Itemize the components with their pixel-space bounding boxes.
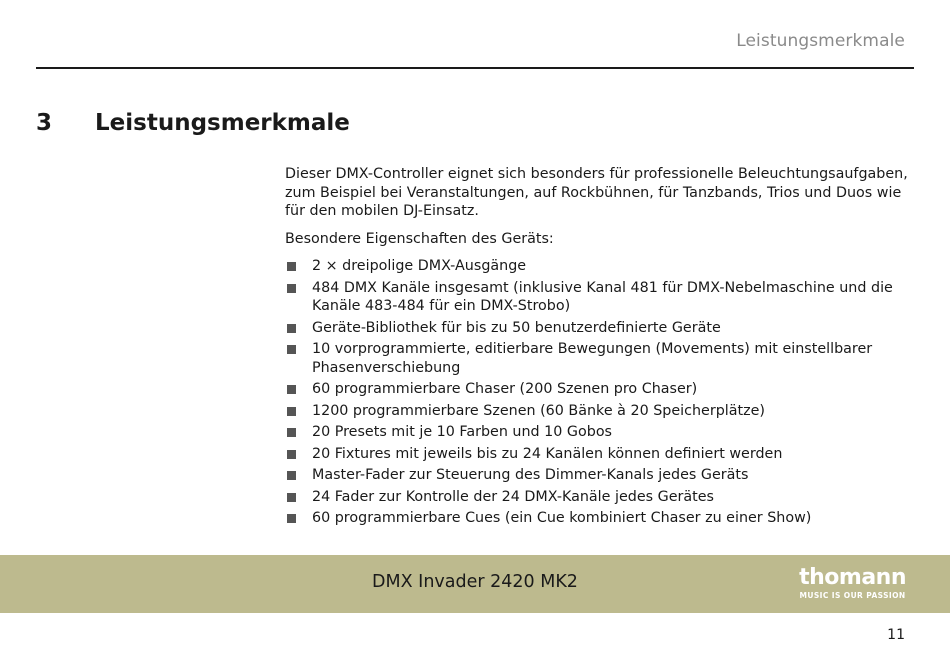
list-item [285, 423, 910, 442]
header-rule [36, 67, 914, 69]
features-intro: Besondere Eigenschaften des Geräts: [285, 230, 554, 247]
brand-name: thomann [799, 565, 906, 590]
list-item [285, 319, 910, 338]
list-item [285, 257, 910, 276]
page-number: 11 [887, 627, 905, 643]
list-item [285, 466, 910, 485]
square-bullet-icon [287, 284, 296, 293]
section-title: Leistungsmerkmale [95, 110, 350, 136]
square-bullet-icon [287, 493, 296, 502]
intro-paragraph: Dieser DMX-Controller eignet sich besonders für professionelle Beleuchtungsaufgaben, zum Beispiel bei Veranstaltungen, auf Rockbühnen, für Tanzbands, Trios und Duos wie für den mobilen DJ-Einsatz. [285, 166, 908, 219]
square-bullet-icon [287, 407, 296, 416]
list-item-text: 60 programmierbare Chaser (200 Szenen pro Chaser) [312, 381, 698, 397]
list-item-text: 1200 programmierbare Szenen (60 Bänke à 20 Speicherplätze) [312, 402, 766, 419]
square-bullet-icon [287, 262, 296, 271]
brand-tagline: MUSIC IS OUR PASSION [799, 591, 906, 600]
list-item-text: 10 vorprogrammierte, editierbare Bewegungen (Movements) mit einstellbarer Phasenverschiebung [312, 341, 873, 376]
list-item-text: 24 Fader zur Kontrolle der 24 DMX-Kanäle jedes Gerätes [312, 488, 714, 505]
list-item [285, 380, 910, 399]
list-item [285, 340, 910, 377]
list-item [285, 279, 910, 316]
brand-logo [799, 567, 906, 600]
square-bullet-icon [287, 345, 296, 354]
list-item [285, 445, 910, 464]
running-header: Leistungsmerkmale [736, 31, 905, 51]
list-item [285, 402, 910, 421]
square-bullet-icon [287, 471, 296, 480]
square-bullet-icon [287, 514, 296, 523]
footer-band [0, 555, 950, 613]
body-text [285, 165, 910, 531]
square-bullet-icon [287, 450, 296, 459]
list-item [285, 509, 910, 528]
list-item-text: 20 Fixtures mit jeweils bis zu 24 Kanälen können definiert werden [312, 445, 783, 462]
list-item-text: 20 Presets mit je 10 Farben und 10 Gobos [312, 424, 613, 440]
list-item-text: 60 programmierbare Cues (ein Cue kombiniert Chaser zu einer Show) [312, 510, 812, 526]
square-bullet-icon [287, 385, 296, 394]
section-number: 3 [36, 110, 53, 136]
feature-list [285, 257, 910, 528]
list-item-text: 2 × dreipolige DMX-Ausgänge [312, 258, 527, 274]
list-item [285, 488, 910, 507]
square-bullet-icon [287, 324, 296, 333]
product-name: DMX Invader 2420 MK2 [372, 572, 578, 592]
square-bullet-icon [287, 428, 296, 437]
list-item-text: Geräte-Bibliothek für bis zu 50 benutzerdefinierte Geräte [312, 319, 721, 336]
list-item-text: Master-Fader zur Steuerung des Dimmer-Kanals jedes Geräts [312, 467, 749, 483]
list-item-text: 484 DMX Kanäle insgesamt (inklusive Kanal 481 für DMX-Nebelmaschine und die Kanäle 483-484 für ein DMX-Strobo) [312, 279, 893, 314]
